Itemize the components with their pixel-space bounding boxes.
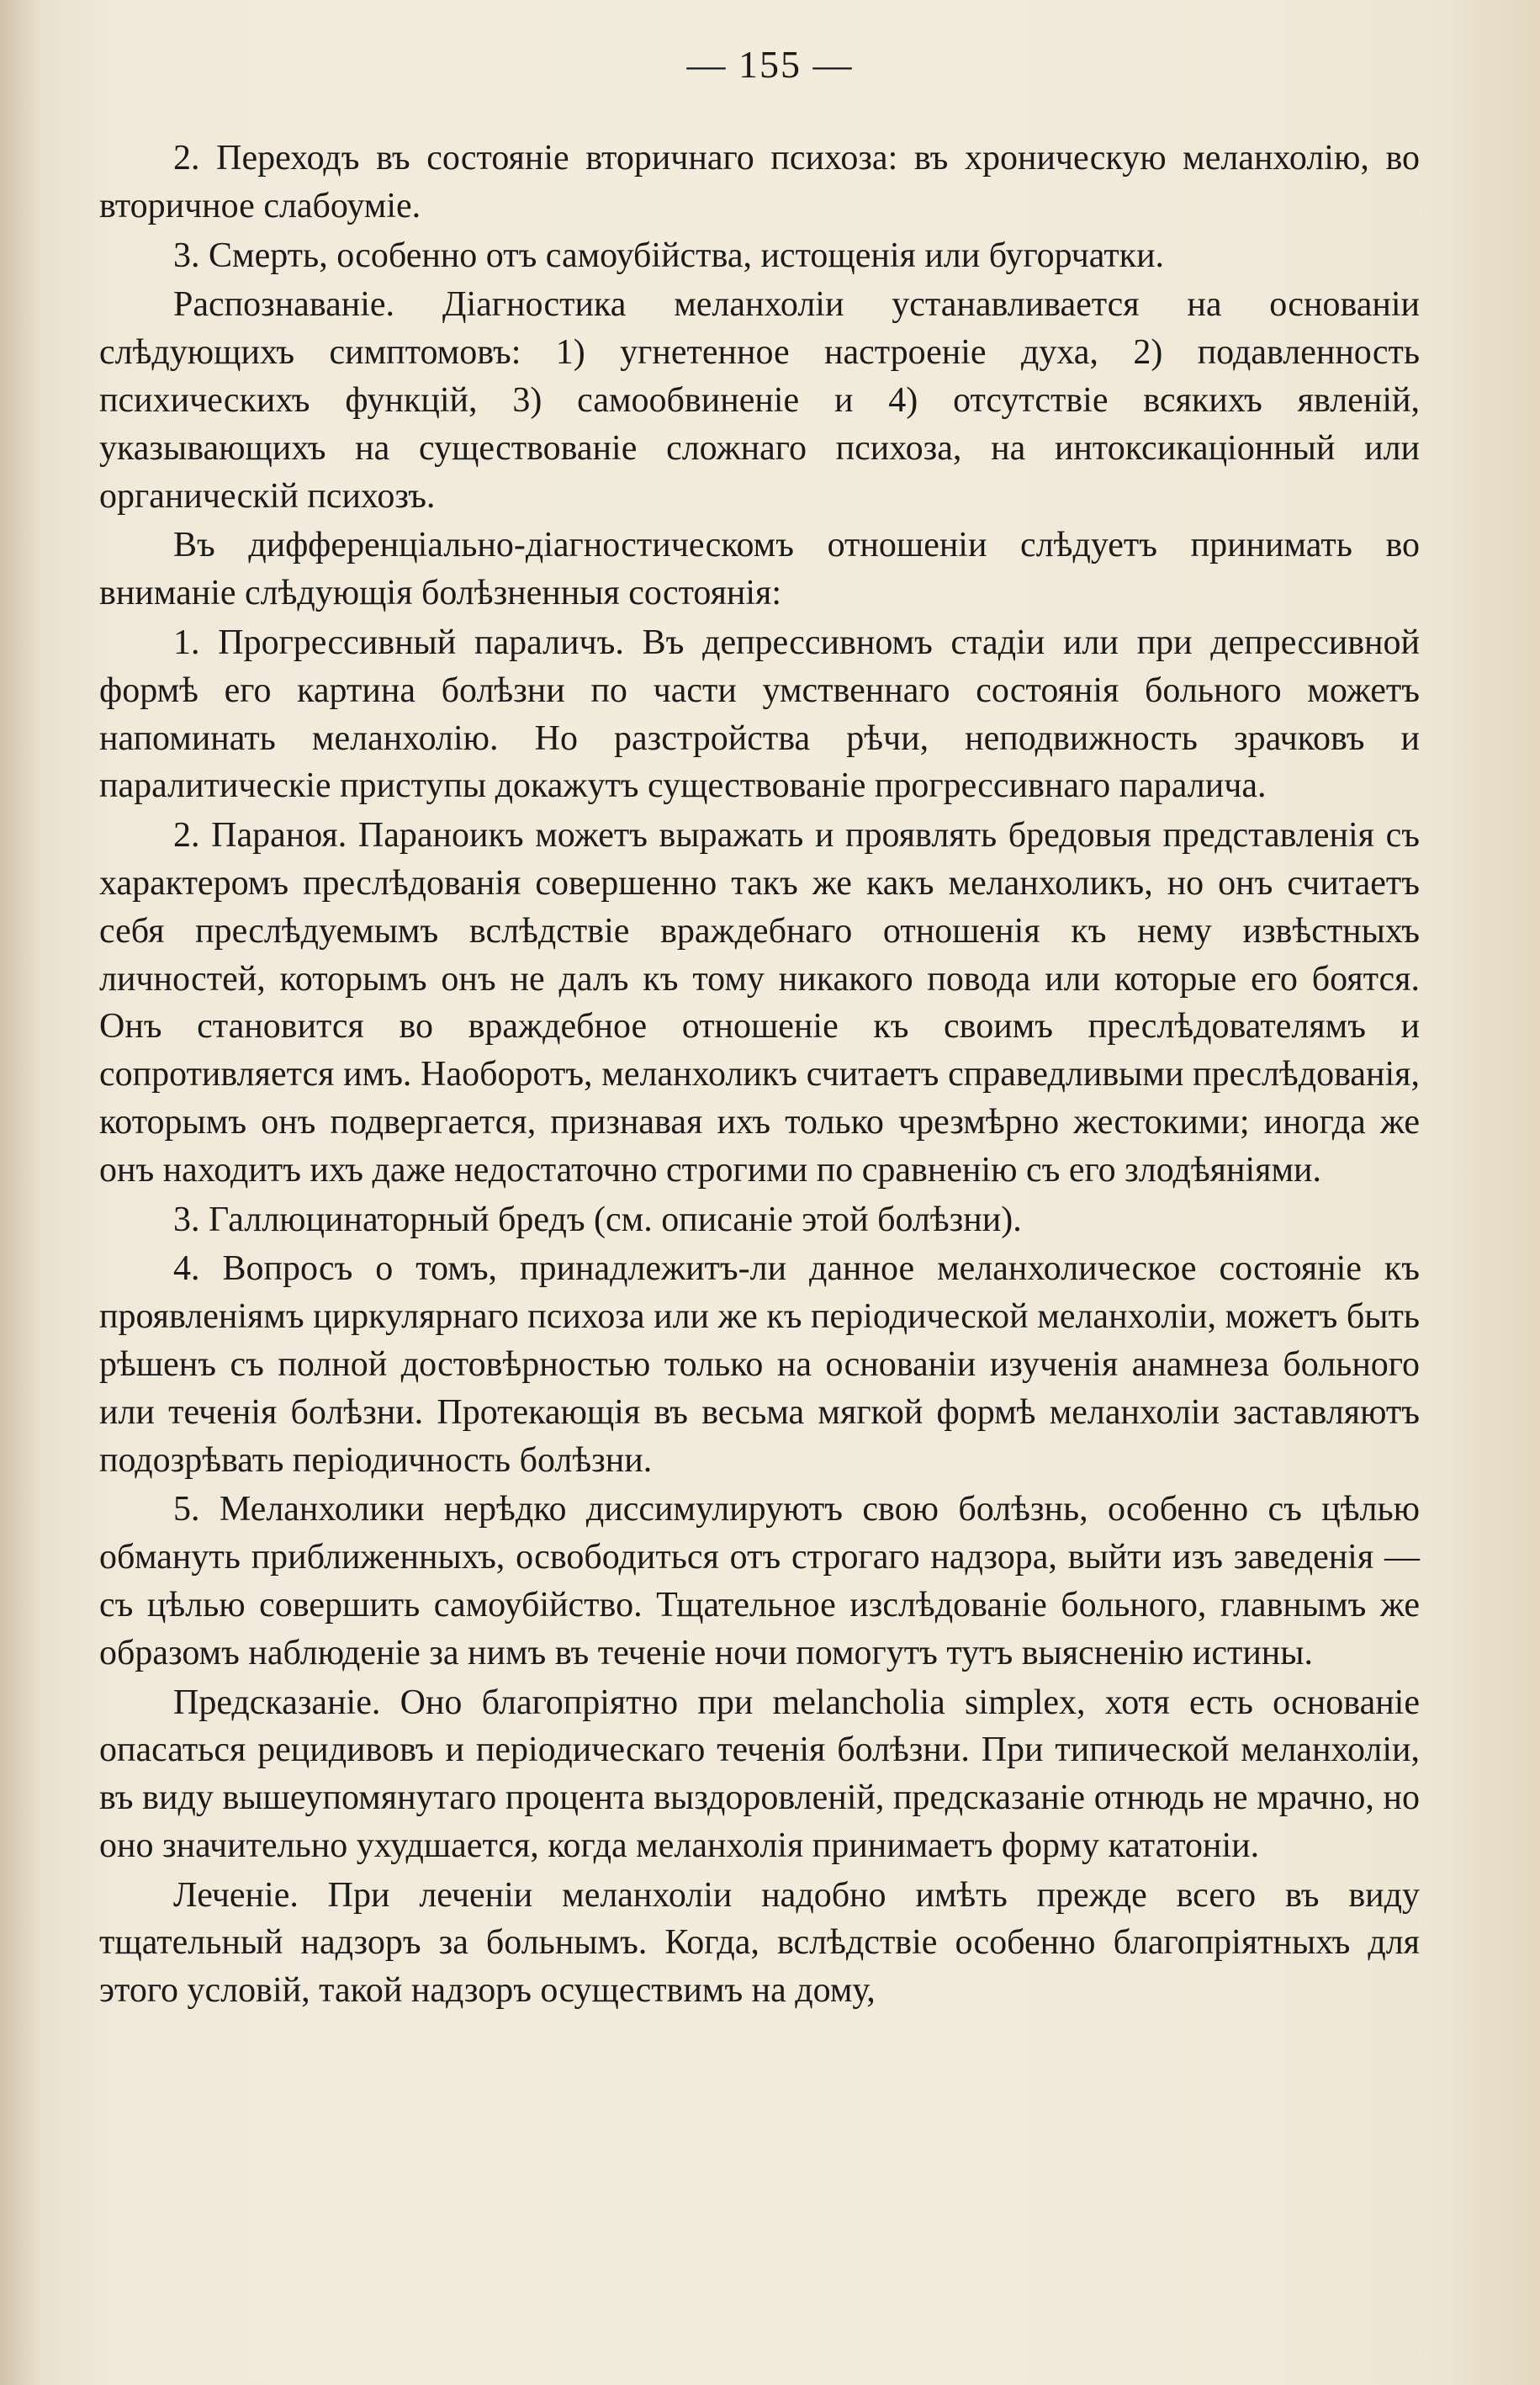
paragraph-differential-2: 2. Параноя. Параноикъ можетъ выражать и проявлять бредовыя представленія съ характеромъ преслѣдованія совершенно такъ же какъ меланхоликъ, но онъ считаетъ себя преслѣдуемымъ вслѣдствіе враждебнаго отношенія къ нему извѣстныхъ личностей, которымъ онъ не далъ къ тому никакого повода или которые его боятся. Онъ становится во враждебное отношеніе къ своимъ преслѣдователямъ и сопротивляется имъ. Наоборотъ, меланхоликъ считаетъ справедливыми преслѣдованія, которымъ онъ подвергается, признавая ихъ только чрезмѣрно жестокими; иногда же онъ находитъ ихъ даже недостаточно строгими по сравненію съ его злодѣяніями. bbox=[99, 816, 1420, 1190]
page-number: — 155 — bbox=[686, 43, 854, 86]
paragraph-differential-4: 4. Вопросъ о томъ, принадлежитъ-ли данное меланхолическое состояніе къ проявленіямъ циркулярнаго психоза или же къ періодической меланхоліи, можетъ быть рѣшенъ съ полной достовѣрностью только на основаніи изученія анамнеза больного или теченія болѣзни. Протекающія въ весьма мягкой формѣ меланхоліи заставляютъ подозрѣвать періодичность болѣзни. bbox=[99, 1249, 1420, 1480]
paragraph-outcome-2: 2. Переходъ въ состояніе вторичнаго психоза: въ хроническую меланхолію, во вторичное слабоуміе. bbox=[99, 139, 1420, 225]
paragraph-differential-5: 5. Меланхолики нерѣдко диссимулируютъ свою болѣзнь, особенно съ цѣлью обмануть приближенныхъ, освободиться отъ строгаго надзора, выйти изъ заведенія — съ цѣлью совершить самоубійство. Тщательное изслѣдованіе больного, главнымъ же образомъ наблюденіе за нимъ въ теченіе ночи помогутъ тутъ выясненію истины. bbox=[99, 1490, 1420, 1672]
paragraph-outcome-3: 3. Смерть, особенно отъ самоубійства, истощенія или бугорчатки. bbox=[173, 236, 1165, 275]
page-body bbox=[99, 135, 1420, 2017]
paragraph-differential-1: 1. Прогрессивный параличъ. Въ депрессивномъ стадіи или при депрессивной формѣ его картина болѣзни по части умственнаго состоянія больного можетъ напоминать меланхолію. Но разстройства рѣчи, неподвижность зрачковъ и паралитическіе приступы докажутъ существованіе прогрессивнаго паралича. bbox=[99, 623, 1420, 806]
paragraph-prognosis: Предсказаніе. Оно благопріятно при melancholia simplex, хотя есть основаніе опасаться рецидивовъ и періодическаго теченія болѣзни. При типической меланхоліи, въ виду вышеупомянутаго процента выздоровленій, предсказаніе отнюдь не мрачно, но оно значительно ухудшается, когда меланхолія принимаетъ форму кататоніи. bbox=[99, 1683, 1420, 1865]
page-spine-shadow bbox=[0, 0, 39, 2385]
paragraph-differential-intro: Въ дифференціально-діагностическомъ отношеніи слѣдуетъ принимать во вниманіе слѣдующія болѣзненныя состоянія: bbox=[99, 526, 1420, 613]
paragraph-differential-3: 3. Галлюцинаторный бредъ (см. описаніе этой болѣзни). bbox=[173, 1200, 1022, 1239]
paragraph-treatment: Леченіе. При леченіи меланхоліи надобно имѣть прежде всего въ виду тщательный надзоръ за больнымъ. Когда, вслѣдствіе особенно благопріятныхъ для этого условій, такой надзоръ осуществимъ на дому, bbox=[99, 1875, 1420, 2011]
paragraph-diagnosis: Распознаваніе. Діагностика меланхоліи устанавливается на основаніи слѣдующихъ симптомовъ: 1) угнетенное настроеніе духа, 2) подавленность психическихъ функцій, 3) самообвиненіе и 4) отсутствіе всякихъ явленій, указывающихъ на существованіе сложнаго психоза, на интоксикаціонный или органическій психозъ. bbox=[99, 285, 1420, 516]
